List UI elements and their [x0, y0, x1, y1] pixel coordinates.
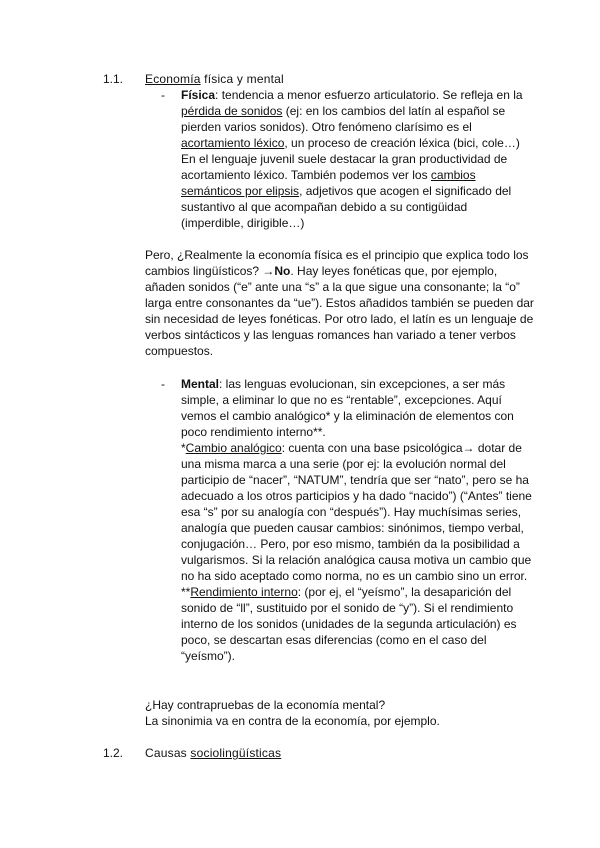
note2-underlined: Rendimiento interno: [190, 585, 298, 599]
section-title-1-2: [145, 745, 281, 761]
note1-underlined: Cambio analógico: [185, 441, 282, 455]
paragraph-pero: [145, 247, 535, 359]
section-number-1-1: 1.1.: [103, 72, 124, 86]
term-fisica: Física: [181, 88, 216, 102]
section-title-underlined: Economía: [145, 72, 201, 86]
fisica-text-1: : tendencia a menor esfuerzo articulatorio. Se refleja en la: [215, 88, 523, 102]
closing-line-2: La sinonimia va en contra de la economía, por ejemplo.: [145, 714, 440, 728]
pero-bold-no: No: [274, 264, 291, 278]
note1-prefix: *: [181, 441, 186, 455]
section-1-2-plain: Causas: [145, 746, 191, 760]
fisica-underline-cambios: cambios semánticos por elipsis: [181, 168, 476, 198]
bullet-fisica: [181, 87, 531, 231]
bullet-dash-mental: -: [161, 377, 165, 391]
pero-text-2: . Hay leyes fonéticas que, por ejemplo, añaden sonidos (“e” ante una “s” a la que sigue una consonante; la “o” larga entre consonantes da “ue”). Estos añadidos también se pueden dar sin necesidad de leyes fonéticas. Por otro lado, el latín es un lenguaje de verbos sintácticos y las lenguas romances han variado a tener verbos compuestos.: [145, 264, 534, 358]
fisica-text-4: , adjetivos que acogen el significado del sustantivo al que acompañan debido a su contigüidad (imperdible, dirigible…): [181, 184, 512, 230]
bullet-dash-fisica: -: [161, 88, 165, 102]
section-title-rest: física y mental: [200, 72, 284, 86]
section-number-1-2: 1.2.: [103, 746, 124, 760]
fisica-underline-perdida: pérdida de sonidos: [181, 104, 283, 118]
term-mental: Mental: [181, 377, 220, 391]
section-1-2-underlined: sociolingüísticas: [190, 746, 282, 760]
mental-text-1: : las lenguas evolucionan, sin excepciones, a ser más simple, a eliminar lo que no es “rentable”, excepciones. Aquí vemos el cambio analógico* y la eliminación de elementos con poco rendimiento interno**.: [181, 377, 514, 439]
fisica-text-3: , un proceso de creación léxica (bici, cole…) En el lenguaje juvenil suele destacar la gran productividad de acortamiento léxico. También podemos ver los: [181, 136, 520, 182]
note-cambio-analogico: [181, 440, 533, 584]
fisica-underline-acortamiento: acortamiento léxico: [181, 136, 285, 150]
mental-intro: [181, 376, 533, 440]
section-title-1-1: [145, 71, 284, 87]
note1-text: : cuenta con una base psicológica→ dotar de una misma marca a una serie (por ej: la evolución normal del participio de “nacer”, “NATUM”, tendría que ser “nato”, pero se ha adecuado a los otros participios y ha dado “nacido”) (“Antes” tiene esa “s” por su analogía con “después”). Hay muchísimas series, analogía que pueden causar cambios: sinónimos, tiempo verbal, conjugación… Pero, por eso mismo, también da la posibilidad a vulgarismos. Si la relación analógica causa motiva un cambio que no ha sido aceptado como norma, no es un cambio sino un error.: [181, 441, 532, 583]
note-rendimiento-interno: [181, 584, 533, 664]
note2-prefix: **: [181, 585, 191, 599]
fisica-text-2: (ej: en los cambios del latín al español se pierden varios sonidos). Otro fenómeno clarísimo es el: [181, 104, 506, 134]
closing-line-1: ¿Hay contrapruebas de la economía mental?: [145, 698, 386, 712]
note2-text: : (por ej, el “yeísmo”, la desaparición del sonido de “ll”, sustituido por el sonido de “y”). Si el rendimiento interno de los sonidos (unidades de la segunda articulación) es poco, se descartan esas diferencias (como en el caso del “yeísmo”).: [181, 585, 517, 663]
bullet-mental: [181, 376, 533, 664]
pero-text-1: Pero, ¿Realmente la economía física es el principio que explica todo los cambios lingüísticos? →: [145, 248, 529, 278]
